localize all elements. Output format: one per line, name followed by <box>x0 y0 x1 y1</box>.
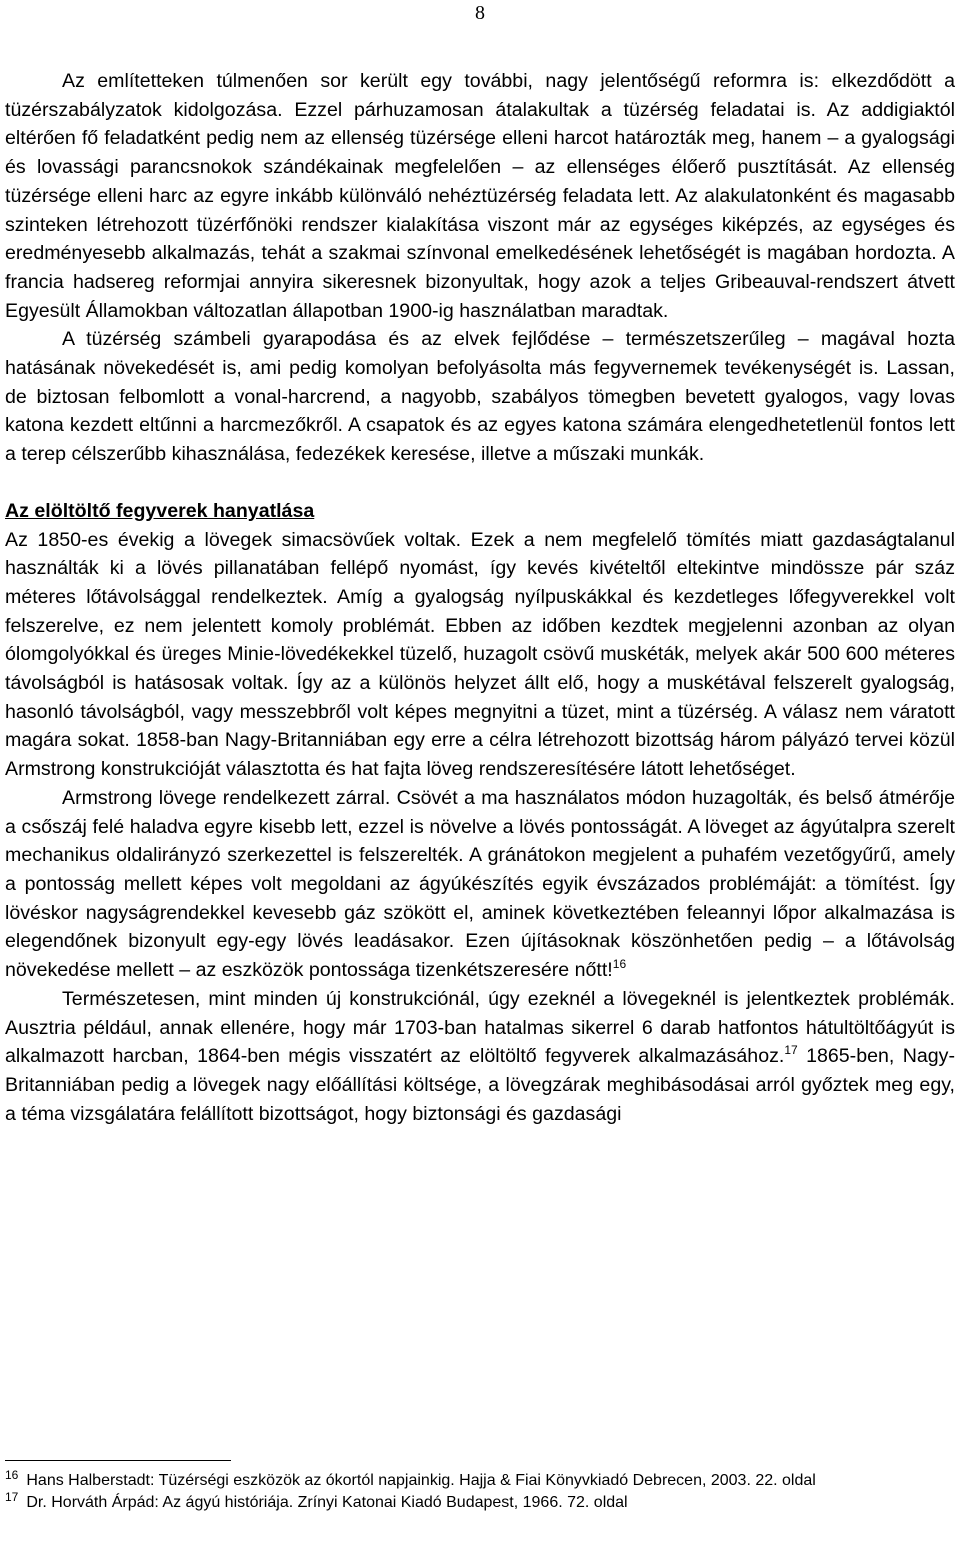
body-text <box>5 67 955 1128</box>
footnote-text: Dr. Horváth Árpád: Az ágyú históriája. Zrínyi Katonai Kiadó Budapest, 1966. 72. oldal <box>26 1494 628 1511</box>
footnotes <box>5 1470 955 1514</box>
paragraph-armstrong <box>5 784 955 985</box>
section-heading: Az elöltöltő fegyverek hanyatlása <box>5 499 315 522</box>
footnote-16 <box>5 1470 955 1492</box>
paragraph-armstrong-text: Armstrong lövege rendelkezett zárral. Csövét a ma használatos módon huzagolták, és belső átmérője a csőszáj felé haladva egyre kisebb lett, ezzel is növelve a lövés pontosságát. A löveget az ágyútalpra szerelt mechanikus oldalirányzó szerkezettel is felszerelték. A gránátokon megjelent a puhafém vezetőgyűrű, amely a pontosság mellett képes volt megoldani az ágyúkészítés egyik évszázados problémáját: a tömítést. Így lövéskor nagyságrendekkel kevesebb gáz szökött el, aminek következtében feleannyi lőpor alkalmazása is elegendőnek bizonyult egy-egy lövés leadásakor. Ezen újításoknak köszönhetően pedig – a lőtávolság növekedése mellett – az eszközök pontossága tizenkétszeresére nőtt! <box>5 786 955 982</box>
paragraph-reforms: Az említetteken túlmenően sor került egy további, nagy jelentőségű reformra is: elkezdődött a tüzérszabályzatok kidolgozása. Ezzel párhuzamosan átalakultak a tüzérség feladatai is. Az addigiaktól eltérően fő feladatként pedig nem az ellenség tüzérsége elleni harcot határozták meg, hanem – a gyalogsági és lovassági parancsnokok szándékainak megfelelően – az ellenséges élőerő pusztítását. Az ellenség tüzérsége elleni harc az egyre inkább különváló nehéztüzérség feladata lett. Az alakulatonként és magasabb szinteken létrehozott tüzérfőnöki rendszer kialakítása viszont már az egységes kiképzés, az egységes és eredményesebb alkalmazás, tehát a szakmai színvonal emelkedésének lehetőségét is magában hordozta. A francia hadsereg reformjai annyira sikeresnek bizonyultak, hogy azok a teljes Gribeauval-rendszert átvett Egyesült Államokban változatlan állapotban 1900-ig használatban maradtak. <box>5 70 955 322</box>
page-number: 8 <box>475 2 485 24</box>
paragraph-artillery-growth: A tüzérség számbeli gyarapodása és az elvek fejlődése – természetszerűleg – magával hozta hatásának növekedését is, ami pedig komolyan befolyásolta más fegyvernemek tevékenységét is. Lassan, de biztosan felbomlott a vonal-harcrend, a nagyobb, szabályos tömegben bevetett gyalogos, vagy lovas katona kezdett eltűnni a harcmezőkről. A csapatok és az egyes katona számára elengedhetetlenül fontos lett a terep célszerűbb kihasználása, fedezékek keresése, illetve a műszaki munkák. <box>5 328 955 466</box>
footnote-17 <box>5 1492 955 1514</box>
footnote-text: Hans Halberstadt: Tüzérségi eszközök az ókortól napjainkig. Hajja & Fiai Könyvkiadó Debrecen, 2003. 22. oldal <box>26 1472 816 1489</box>
footnote-number: 16 <box>5 1468 19 1482</box>
paragraph-problems-text-a: Természetesen, mint minden új konstrukciónál, úgy ezeknél a lövegeknél is jelentkeztek problémák. Ausztria például, annak ellenére, hogy már 1703-ban hatalmas sikerrel 6 darab hatfontos hátultöltőágyút is alkalmazott harcban, 1864-ben mégis visszatért az elöltöltő fegyverek alkalmazásához. <box>5 987 955 1068</box>
footnote-ref-16[interactable]: 16 <box>612 956 627 971</box>
paragraph-problems <box>5 985 955 1129</box>
footnote-ref-17[interactable]: 17 <box>784 1042 798 1057</box>
paragraph-smoothbore: Az 1850-es évekig a lövegek simacsövűek voltak. Ezek a nem megfelelő tömítés miatt gazdaságtalanul használták ki a lövés pillanatában fellépő nyomást, így kevés kivételtől eltekintve mindössze pár száz méteres lőtávolsággal rendelkeztek. Amíg a gyalogság nyílpuskákkal és kezdetleges lőfegyverekkel volt felszerelve, ez nem jelentett komoly problémát. Ebben az időben kezdtek megjelenni azonban az olyan ólomgolyókkal és üreges Minie-lövedékekkel tüzelő, huzagolt csövű muskéták, melyek akár 500 600 méteres távolságból is hatásosak voltak. Így az a különös helyzet állt elő, hogy a muskétával felszerelt gyalogság, hasonló távolságból, vagy messzebbről volt képes megnyitni a tüzet, mint a tüzérség. A válasz nem váratott magára sokat. 1858-ban Nagy-Britanniában egy erre a célra létrehozott bizottság három pályázó tervei közül Armstrong konstrukcióját választotta és hat fajta löveg rendszeresítésére látott lehetőséget. <box>5 528 955 781</box>
paragraph-problems-text-b: 1865-ben, Nagy-Britanniában pedig a lövegek nagy előállítási költsége, a lövegzárak meghibásodásai arról győztek meg egy, a téma vizsgálatára felállított bizottságot, hogy biztonsági és gazdasági <box>5 1045 955 1125</box>
footnote-separator <box>5 1460 231 1461</box>
footnote-number: 17 <box>5 1490 19 1504</box>
